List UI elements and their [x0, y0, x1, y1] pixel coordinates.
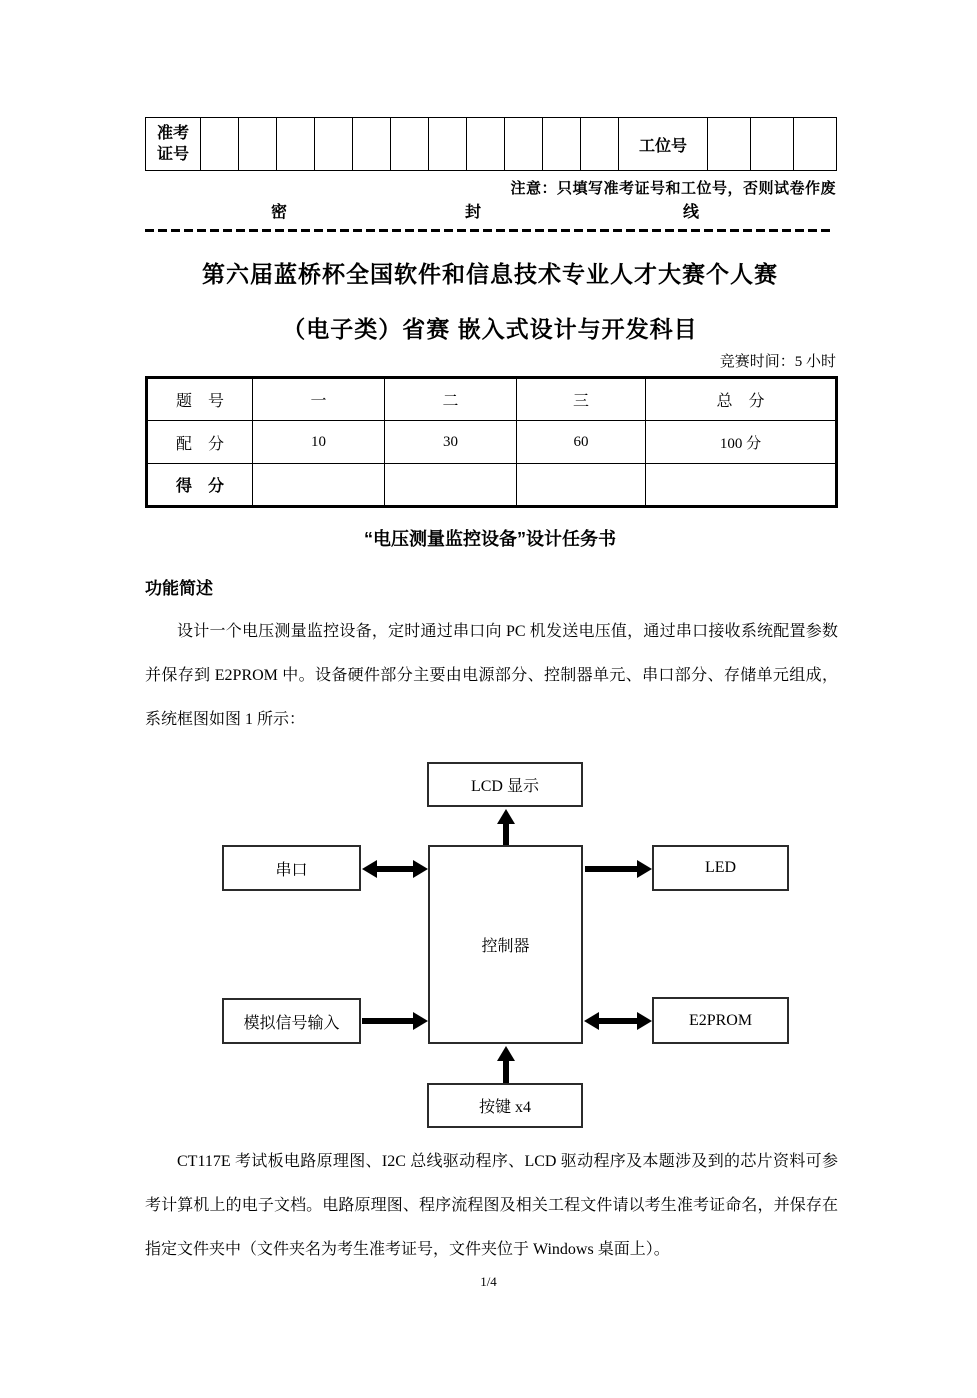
exam-no-blank-cell: [277, 118, 315, 171]
exam-no-blank-cell: [315, 118, 353, 171]
resources-paragraph: CT117E 考试板电路原理图、I2C 总线驱动程序、LCD 驱动程序及本题涉及到的芯片资料可参考计算机上的电子文档。电路原理图、程序流程图及相关工程文件请以考生准考证命名，并保存在指定文件夹中（文件夹名为考生准考证号，文件夹位于 Windows 桌面上）。: [145, 1153, 838, 1258]
score-table: [145, 376, 838, 508]
allocated-total: 100 分: [646, 421, 837, 464]
obtained-q1: [253, 464, 385, 507]
allocated-q1: 10: [253, 421, 385, 464]
exam-no-blank-cell: [391, 118, 429, 171]
exam-no-blank-cell: [201, 118, 239, 171]
obtained-q2: [385, 464, 517, 507]
obtained-q3: [517, 464, 646, 507]
station-blank-cell: [708, 118, 751, 171]
seal-char-xian: 线: [683, 204, 700, 221]
block-analog-input: 模拟信号输入: [222, 998, 361, 1044]
exam-no-blank-cell: [239, 118, 277, 171]
question-col-2: 二: [385, 378, 517, 421]
contest-subtitle: （电子类）省赛 嵌入式设计与开发科目: [282, 316, 698, 342]
arrow-controller-to-led-icon: [585, 866, 638, 872]
station-blank-cell: [751, 118, 794, 171]
score-table-row-question: [147, 378, 837, 421]
exam-no-blank-cell: [429, 118, 467, 171]
arrow-controller-eeprom-bidirectional-icon: [598, 1018, 638, 1024]
function-summary-paragraph: 设计一个电压测量监控设备，定时通过串口向 PC 机发送电压值，通过串口接收系统配置参数并保存到 E2PROM 中。设备硬件部分主要由电源部分、控制器单元、串口部分、存储单元组成，系统框图如图 1 所示：: [145, 623, 838, 728]
allocated-q3: 60: [517, 421, 646, 464]
exam-no-blank-cell: [353, 118, 391, 171]
block-eeprom: E2PROM: [652, 997, 789, 1044]
score-table-row-allocated: [147, 421, 837, 464]
exam-no-blank-cell: [505, 118, 543, 171]
block-lcd-display: LCD 显示: [427, 762, 583, 807]
row-label-question-no: 题 号: [147, 378, 253, 421]
row-label-obtained: 得 分: [147, 464, 253, 507]
exam-no-blank-cell: [543, 118, 581, 171]
arrow-analog-to-controller-icon: [362, 1018, 414, 1024]
block-keys-x4: 按键 x4: [427, 1083, 583, 1128]
arrow-controller-to-lcd-icon: [503, 823, 509, 845]
exam-no-blank-cell: [581, 118, 619, 171]
question-col-3: 三: [517, 378, 646, 421]
station-blank-cell: [794, 118, 837, 171]
task-book-title: “电压测量监控设备”设计任务书: [364, 529, 616, 549]
allocated-q2: 30: [385, 421, 517, 464]
system-block-diagram: [145, 755, 835, 1135]
block-led: LED: [652, 845, 789, 891]
seal-dashed-line: [145, 229, 833, 232]
contest-duration: 竞赛时间：5 小时: [719, 354, 836, 370]
seal-char-feng: 封: [465, 204, 482, 221]
page-number: 1/4: [480, 1274, 497, 1289]
station-no-label: 工位号: [619, 118, 708, 171]
candidate-number-table: [145, 117, 837, 171]
section-heading-function-summary: 功能简述: [145, 579, 213, 598]
question-col-1: 一: [253, 378, 385, 421]
score-table-row-obtained: [147, 464, 837, 507]
seal-char-mi: 密: [271, 204, 288, 221]
arrow-keys-to-controller-icon: [503, 1060, 509, 1083]
block-serial-port: 串口: [222, 845, 361, 891]
exam-no-label: [146, 118, 201, 171]
exam-no-label-line1: 准考: [156, 125, 189, 142]
exam-no-label-line2: 证号: [156, 146, 189, 163]
block-controller: 控制器: [428, 845, 583, 1044]
row-label-allocated: 配 分: [147, 421, 253, 464]
obtained-total: [646, 464, 837, 507]
exam-no-blank-cell: [467, 118, 505, 171]
fill-in-notice: 注意：只填写准考证号和工位号，否则试卷作废: [510, 180, 836, 197]
arrow-serial-controller-bidirectional-icon: [376, 866, 414, 872]
contest-title: 第六届蓝桥杯全国软件和信息技术专业人才大赛个人赛: [202, 261, 778, 287]
question-col-total: 总 分: [646, 378, 837, 421]
